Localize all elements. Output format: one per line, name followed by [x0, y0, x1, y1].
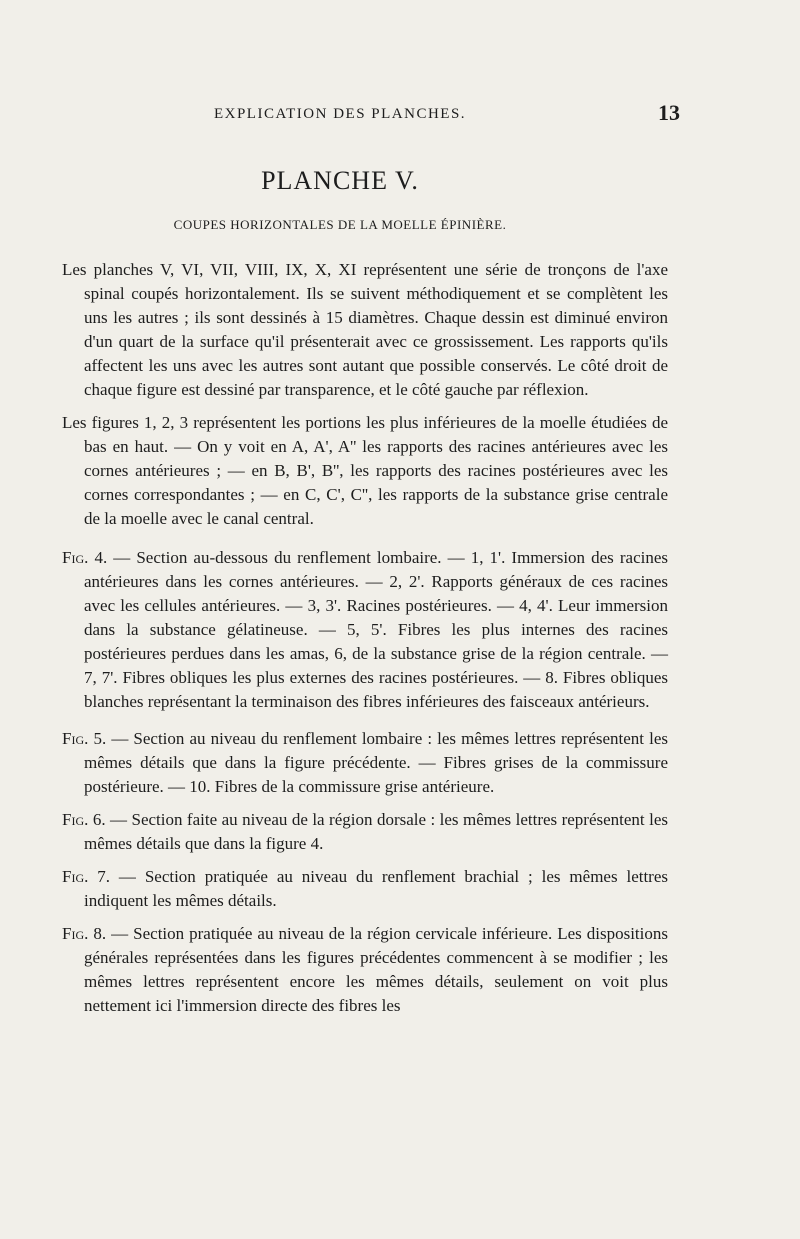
body-text: [62, 258, 668, 1018]
paragraph-text: — Section au-dessous du renflement lombaire. — 1, 1'. Immersion des racines antérieures dans les cornes antérieures. — 2, 2'. Rapports généraux de ces racines avec les cellules antérieures. — 3, 3'. Racines postérieures. — 4, 4'. Leur immersion dans la substance gélatineuse. — 5, 5'. Fibres les plus internes des racines postérieures perdues dans les amas, 6, de la substance grise de la région centrale. — 7, 7'. Fibres obliques les plus externes des racines postérieures. — 8. Fibres obliques blanches représentant la terminaison des fibres inférieures des faisceaux antérieurs.: [84, 548, 669, 711]
paragraph-text: — Section faite au niveau de la région dorsale : les mêmes lettres représentent les mêmes détails que dans la figure 4.: [84, 810, 668, 853]
running-title: EXPLICATION DES PLANCHES.: [213, 106, 467, 122]
plate-subtitle: COUPES HORIZONTALES DE LA MOELLE ÉPINIÈRE.: [173, 217, 507, 232]
paragraph-fig-6: [62, 808, 668, 856]
paragraph-text: — Section pratiquée au niveau du renflement brachial ; les mêmes lettres indiquent les mêmes détails.: [84, 867, 669, 910]
page-number: 13: [658, 100, 680, 125]
figure-label: Fig. 6.: [62, 810, 106, 829]
figure-label: Fig. 8.: [62, 924, 107, 943]
paragraph-fig-8: [62, 922, 668, 1018]
figure-label: Fig. 7.: [62, 867, 111, 886]
paragraph-fig-7: [62, 865, 668, 913]
paragraph-fig-4: [62, 546, 668, 714]
paragraph-figures-1-3: [62, 411, 668, 531]
figure-label: Fig. 4.: [62, 548, 108, 567]
paragraph-text: Les planches V, VI, VII, VIII, IX, X, XI représentent une série de tronçons de l'axe spinal coupés horizontalement. Ils se suivent méthodiquement et se complètent les uns les autres ; ils sont dessinés à 15 diamètres. Chaque dessin est diminué environ d'un quart de la surface qu'il présenterait avec ce grossissement. Les rapports qu'ils affectent les uns avec les autres sont autant que possible conservés. Le côté droit de chaque figure est dessiné par transparence, et le côté gauche par réflexion.: [62, 260, 668, 399]
paragraph-text: — Section pratiquée au niveau de la région cervicale inférieure. Les dispositions générales représentées dans les figures précédentes commencent à se modifier ; les mêmes lettres représentent encore les mêmes détails, seulement on voit plus nettement ici l'immersion directe des fibres les: [84, 924, 668, 1015]
paragraph-text: — Section au niveau du renflement lombaire : les mêmes lettres représentent les mêmes détails que dans la figure précédente. — Fibres grises de la commissure postérieure. — 10. Fibres de la commissure grise antérieure.: [84, 729, 669, 796]
paragraph-intro: [62, 258, 668, 402]
plate-title: PLANCHE V.: [261, 166, 419, 195]
figure-label: Fig. 5.: [62, 729, 107, 748]
paragraph-fig-5: [62, 727, 668, 799]
running-head: [60, 98, 680, 134]
paragraph-text: Les figures 1, 2, 3 représentent les portions les plus inférieures de la moelle étudiées de bas en haut. — On y voit en A, A', A'' les rapports des racines antérieures avec les cornes antérieures ; — en B, B', B'', les rapports des racines postérieures avec les cornes correspondantes ; — en C, C', C'', les rapports de la substance grise centrale de la moelle avec le canal central.: [62, 413, 668, 528]
